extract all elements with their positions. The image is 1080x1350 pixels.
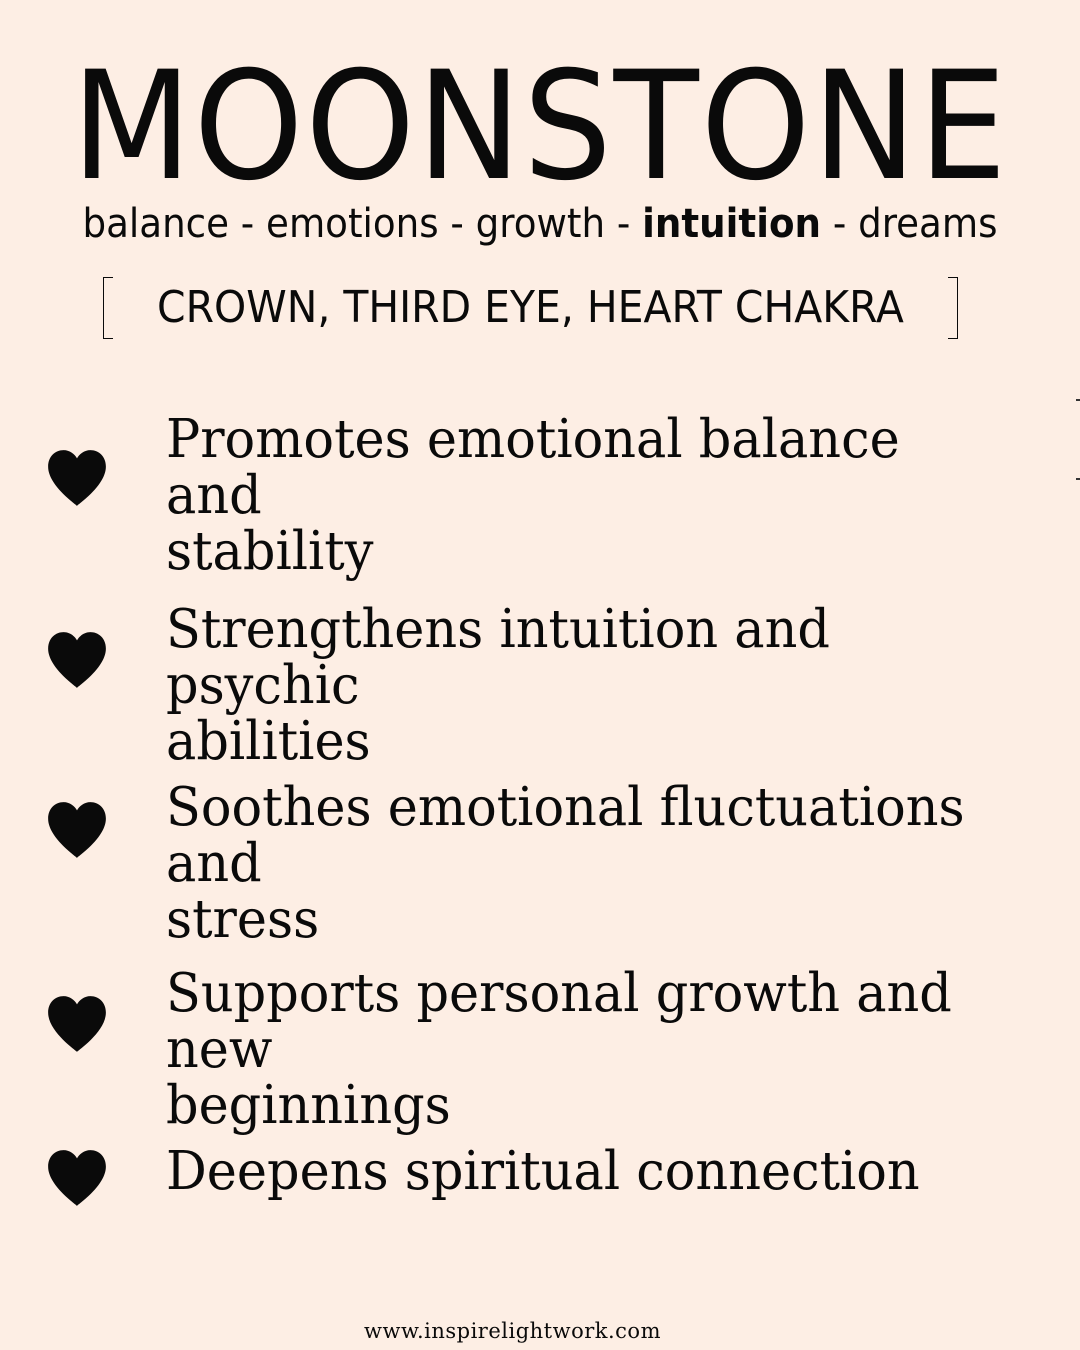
keywords-regular-end: - dreams [821,201,998,247]
heart-icon [44,1148,110,1208]
heart-icon [44,800,110,860]
heart-icon [44,448,110,508]
right-bracket [948,277,958,339]
benefit-text [166,963,1011,1136]
keywords-line [38,198,1042,250]
keywords-regular-start: balance - emotions - growth - [82,201,643,247]
benefit-line: stability [166,521,374,582]
benefit-text [166,1141,1011,1202]
benefit-line: beginnings [166,1075,451,1136]
chakra-label-box [103,277,958,339]
heart-icon [44,994,110,1054]
edge-mark [1076,478,1080,480]
benefit-line: Deepens spiritual connection [166,1141,920,1202]
keyword-intuition: intuition [642,201,822,247]
benefit-line: Soothes emotional fluctuations and [166,777,965,894]
left-bracket [103,277,113,339]
benefit-text [166,599,1011,772]
edge-mark [1076,399,1080,401]
benefit-line: Strengthens intuition and psychic [166,599,830,716]
chakra-list: CROWN, THIRD EYE, HEART CHAKRA [157,282,904,333]
benefit-text [166,409,1011,582]
heart-icon [44,630,110,690]
benefit-line: Promotes emotional balance and [166,409,900,526]
benefit-line: stress [166,889,320,950]
benefit-line: Supports personal growth and new [166,963,952,1080]
page-title: MOONSTONE [71,40,1009,214]
benefit-line: abilities [166,711,371,772]
website-footer: www.inspirelightwork.com [364,1319,661,1343]
benefit-text [166,777,1011,950]
